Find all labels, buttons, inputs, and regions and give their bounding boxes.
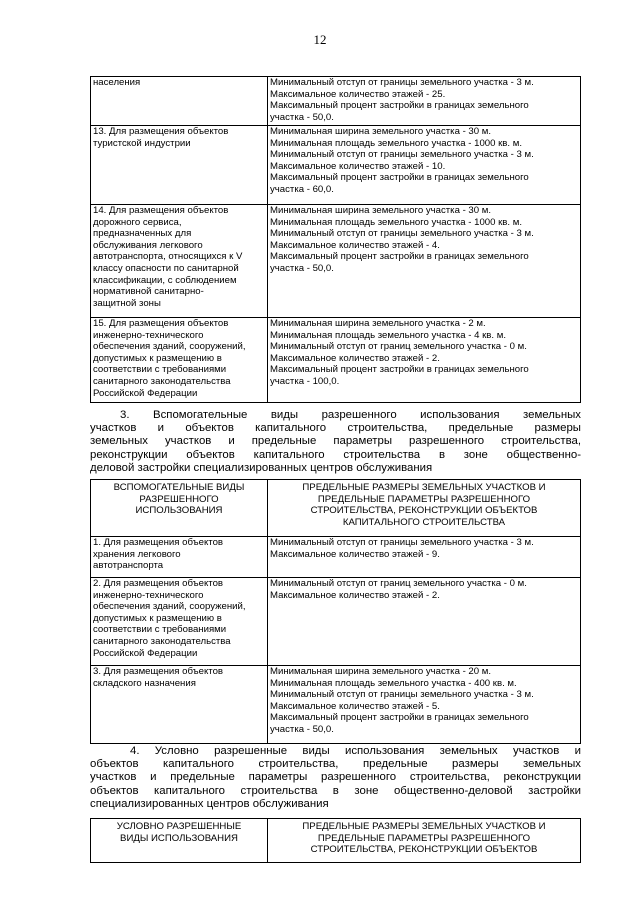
use-type-cell [91, 126, 268, 205]
cell-line: Максимальное количество этажей - 5. [270, 700, 440, 712]
paragraph-line: специализированных центров обслуживания [90, 797, 329, 810]
table-header-row [91, 480, 581, 537]
cell-line: санитарного законодательства [93, 375, 231, 387]
cell-line: 13. Для размещения объектов [93, 126, 229, 137]
cell-line: ПРЕДЕЛЬНЫЕ РАЗМЕРЫ ЗЕМЕЛЬНЫХ УЧАСТКОВ И [302, 482, 546, 493]
use-type-cell [91, 537, 268, 578]
paragraph-line: объектов капитального строительства в зоне общественно-деловой застройки [90, 784, 581, 797]
table-row [91, 77, 581, 126]
table-header-row [91, 819, 581, 863]
cell-line: соответствии с требованиями [93, 364, 227, 376]
cell-line: предназначенных для [93, 228, 192, 240]
cell-line: 15. Для размещения объектов [93, 318, 229, 329]
cell-line: Минимальный отступ от границы земельного участка - 3 м. [270, 77, 534, 88]
use-type-cell [91, 77, 268, 126]
cell-line: ВСПОМОГАТЕЛЬНЫЕ ВИДЫ [113, 482, 245, 493]
cell-line: обслуживания легкового [93, 239, 203, 251]
table-row [91, 666, 581, 744]
cell-line: Максимальное количество этажей - 10. [270, 160, 446, 172]
cell-line: Минимальный отступ от границы земельного участка - 3 м. [270, 689, 534, 701]
conditional-uses-table [90, 818, 581, 863]
cell-line: автотранспорта [93, 560, 164, 572]
cell-line: Максимальное количество этажей - 9. [270, 548, 440, 560]
cell-line: 2. Для размещения объектов [93, 578, 224, 589]
cell-line: Минимальная площадь земельного участка - 400 кв. м. [270, 677, 517, 689]
cell-line: дорожного сервиса, [93, 216, 182, 228]
cell-line: Минимальная ширина земельного участка - 20 м. [270, 666, 492, 677]
cell-line: Минимальный отступ от границы земельного участка - 3 м. [270, 149, 534, 161]
cell-line: Максимальное количество этажей - 4. [270, 239, 440, 251]
cell-line: КАПИТАЛЬНОГО СТРОИТЕЛЬСТВА [342, 516, 506, 528]
cell-line: СТРОИТЕЛЬСТВА, РЕКОНСТРУКЦИИ ОБЪЕКТОВ [310, 505, 538, 517]
parameters-cell [268, 666, 581, 744]
cell-line: Минимальный отступ от границы земельного участка - 3 м. [270, 537, 534, 548]
header-use-types [91, 480, 268, 537]
cell-line: защитной зоны [93, 297, 161, 309]
cell-line: Российской Федерации [93, 387, 198, 399]
cell-line: обеспечения зданий, сооружений, [93, 341, 246, 353]
cell-line: РАЗРЕШЕННОГО [139, 493, 219, 505]
use-type-cell [91, 578, 268, 666]
use-type-cell [91, 318, 268, 403]
cell-line: хранения легкового [93, 548, 181, 560]
cell-line: Максимальный процент застройки в границах земельного [270, 251, 529, 263]
table-row [91, 126, 581, 205]
cell-line: туристской индустрии [93, 137, 191, 149]
parameters-cell [268, 205, 581, 318]
cell-line: Российской Федерации [93, 647, 198, 659]
table-row [91, 537, 581, 578]
cell-line: населения [93, 77, 141, 88]
table-row [91, 578, 581, 666]
cell-line: ПРЕДЕЛЬНЫЕ ПАРАМЕТРЫ РАЗРЕШЕННОГО [317, 493, 531, 505]
cell-line: складского назначения [93, 677, 196, 689]
cell-line: Максимальный процент застройки в границах земельного [270, 100, 529, 112]
page-number: 12 [313, 32, 327, 47]
cell-line: автотранспорта, относящихся к V [93, 251, 243, 263]
cell-line: 14. Для размещения объектов [93, 205, 229, 216]
parameters-cell [268, 318, 581, 403]
cell-line: участка - 50,0. [270, 723, 334, 735]
use-type-cell [91, 666, 268, 744]
cell-line: допустимых к размещению в [93, 612, 222, 624]
section-3-paragraph [90, 409, 581, 475]
cell-line: УСЛОВНО РАЗРЕШЕННЫЕ [116, 821, 242, 832]
cell-line: нормативной санитарно- [93, 286, 204, 298]
cell-line: Минимальная ширина земельного участка - 2 м. [270, 318, 486, 329]
cell-line: классификации, с соблюдением [93, 274, 237, 286]
cell-line: 1. Для размещения объектов [93, 537, 224, 548]
cell-line: обеспечения зданий, сооружений, [93, 601, 246, 613]
cell-line: Минимальная ширина земельного участка - 30 м. [270, 126, 492, 137]
header-parameters [268, 480, 581, 537]
cell-line: Максимальное количество этажей - 2. [270, 352, 440, 364]
cell-line: допустимых к размещению в [93, 352, 222, 364]
cell-line: участка - 50,0. [270, 111, 334, 123]
cell-line: 3. Для размещения объектов [93, 666, 224, 677]
cell-line: классу опасности по санитарной [93, 262, 239, 274]
cell-line: Максимальный процент застройки в границах земельного [270, 364, 529, 376]
header-parameters [268, 819, 581, 863]
cell-line: ВИДЫ ИСПОЛЬЗОВАНИЯ [120, 832, 238, 844]
cell-line: Максимальный процент застройки в границах земельного [270, 172, 529, 184]
cell-line: участка - 100,0. [270, 375, 340, 387]
parameters-cell [268, 578, 581, 666]
parameters-cell [268, 126, 581, 205]
permitted-uses-table-continued [90, 76, 581, 403]
cell-line: инженерно-технического [93, 329, 204, 341]
paragraph-line: земельных участков и предельные параметры разрешенного строительства, [90, 435, 581, 448]
use-type-cell [91, 205, 268, 318]
cell-line: Минимальный отступ от границы земельного участка - 3 м. [270, 228, 534, 240]
table-row [91, 205, 581, 318]
cell-line: соответствии с требованиями [93, 624, 227, 636]
section-4-paragraph [90, 745, 581, 811]
paragraph-line: объектов капитального строительства, предельные размеры земельных [90, 758, 581, 771]
paragraph-line: 3. Вспомогательные виды разрешенного использования земельных [120, 409, 581, 421]
cell-line: Минимальная площадь земельного участка - 1000 кв. м. [270, 137, 522, 149]
cell-line: Максимальное количество этажей - 25. [270, 88, 446, 100]
cell-line: санитарного законодательства [93, 635, 231, 647]
auxiliary-uses-table [90, 479, 581, 744]
parameters-cell [268, 537, 581, 578]
cell-line: Минимальная площадь земельного участка - 1000 кв. м. [270, 216, 522, 228]
parameters-cell [268, 77, 581, 126]
cell-line: ПРЕДЕЛЬНЫЕ ПАРАМЕТРЫ РАЗРЕШЕННОГО [317, 832, 531, 844]
paragraph-line: участков и объектов капитального строительства, предельные размеры [90, 422, 581, 435]
cell-line: Минимальный отступ от границ земельного участка - 0 м. [270, 578, 527, 589]
paragraph-line: 4. Условно разрешенные виды использования земельных участков и [130, 745, 581, 757]
paragraph-line: участков и предельные параметры разрешенного строительства, реконструкции [90, 771, 581, 784]
cell-line: СТРОИТЕЛЬСТВА, РЕКОНСТРУКЦИИ ОБЪЕКТОВ [310, 844, 538, 856]
cell-line: инженерно-технического [93, 589, 204, 601]
paragraph-line: реконструкции объектов капитального строительства в зоне общественно- [90, 448, 581, 461]
header-use-types [91, 819, 268, 863]
cell-line: Максимальный процент застройки в границах земельного [270, 712, 529, 724]
cell-line: Минимальная ширина земельного участка - 30 м. [270, 205, 492, 216]
cell-line: Минимальный отступ от границ земельного участка - 0 м. [270, 341, 527, 353]
cell-line: Минимальная площадь земельного участка - 4 кв. м. [270, 329, 506, 341]
cell-line: участка - 60,0. [270, 183, 334, 195]
table-row [91, 318, 581, 403]
cell-line: ИСПОЛЬЗОВАНИЯ [135, 505, 223, 517]
cell-line: участка - 50,0. [270, 262, 334, 274]
cell-line: Максимальное количество этажей - 2. [270, 589, 440, 601]
cell-line: ПРЕДЕЛЬНЫЕ РАЗМЕРЫ ЗЕМЕЛЬНЫХ УЧАСТКОВ И [302, 821, 546, 832]
paragraph-line: деловой застройки специализированных центров обслуживания [90, 461, 433, 474]
